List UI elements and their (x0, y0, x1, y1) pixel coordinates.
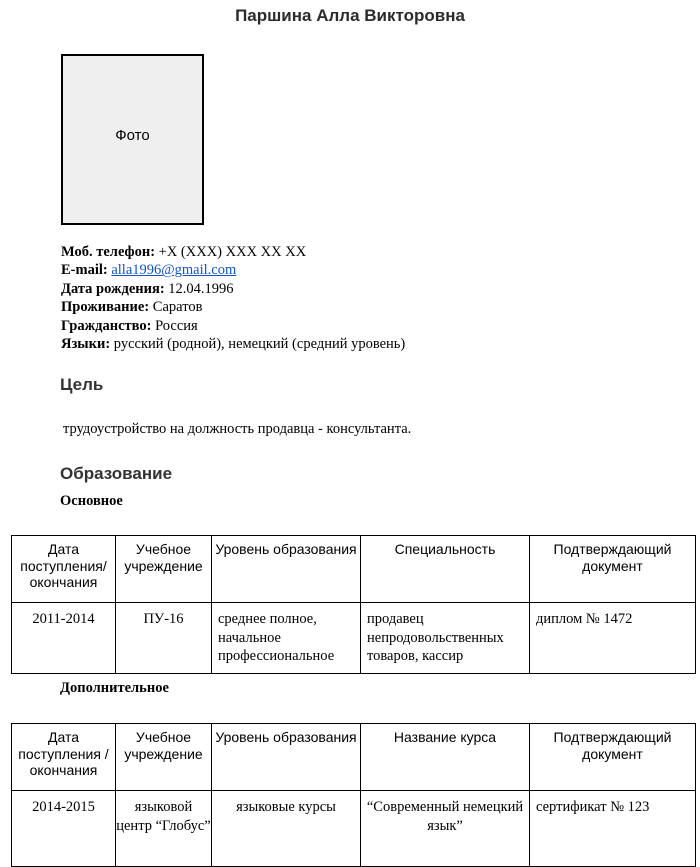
languages-label: Языки: (61, 336, 111, 353)
email-link[interactable]: alla1996@gmail.com (111, 262, 237, 279)
column-header: Дата поступления /окончания (12, 724, 116, 791)
table-header-row (12, 724, 696, 791)
table-cell: среднее полное, начальное профессиональное (212, 603, 361, 674)
table-cell: “Современный немецкий язык” (361, 791, 530, 867)
phone-label: Моб. телефон: (61, 244, 156, 260)
education-main-heading: Основное (60, 493, 123, 509)
residence-value: Саратов (152, 299, 203, 316)
main-education-table (11, 535, 696, 674)
email-label: E-mail: (61, 262, 108, 279)
additional-education-table (11, 723, 696, 867)
citizenship-value: Россия (155, 317, 198, 334)
table-cell: продавец непродовольственных товаров, кассир (361, 603, 530, 674)
education-heading: Образование (60, 464, 173, 483)
table-header-row (12, 536, 696, 603)
column-header: Подтверждающий документ (530, 536, 696, 603)
birthdate-row (61, 280, 405, 298)
column-header: Учебное учреждение (116, 724, 212, 791)
column-header: Уровень образования (212, 536, 361, 603)
column-header: Название курса (361, 724, 530, 791)
goal-text: трудоустройство на должность продавца - консультанта. (63, 421, 412, 437)
column-header: Подтверждающий документ (530, 724, 696, 791)
languages-row (61, 335, 405, 353)
table-cell: сертификат № 123 (530, 791, 696, 867)
citizenship-row (61, 317, 405, 335)
residence-label: Проживание: (61, 299, 150, 316)
resume-name: Паршина Алла Викторовна (235, 6, 465, 25)
table-cell: языковые курсы (212, 791, 361, 867)
birthdate-label: Дата рождения: (61, 280, 165, 297)
table-row (12, 791, 696, 867)
table-cell: ПУ-16 (116, 603, 212, 674)
education-additional-heading: Дополнительное (60, 680, 169, 696)
contact-info (61, 243, 405, 353)
languages-value: русский (родной), немецкий (средний уровень) (113, 336, 406, 353)
photo-placeholder (61, 54, 204, 225)
column-header: Дата поступления/ окончания (12, 536, 116, 603)
residence-row (61, 298, 405, 316)
phone-row (61, 243, 405, 261)
table-cell: 2014-2015 (12, 791, 116, 867)
phone-value: +X (XXX) XXX XX XX (158, 244, 307, 260)
table-cell: 2011-2014 (12, 603, 116, 674)
column-header: Специальность (361, 536, 530, 603)
citizenship-label: Гражданство: (61, 317, 152, 334)
email-row (61, 261, 405, 279)
table-row (12, 603, 696, 674)
photo-label: Фото (115, 127, 150, 144)
table-cell: языковой центр “Глобус” (116, 791, 212, 867)
column-header: Учебное учреждение (116, 536, 212, 603)
column-header: Уровень образования (212, 724, 361, 791)
goal-heading: Цель (60, 375, 104, 394)
table-cell: диплом № 1472 (530, 603, 696, 674)
birthdate-value: 12.04.1996 (168, 280, 234, 297)
